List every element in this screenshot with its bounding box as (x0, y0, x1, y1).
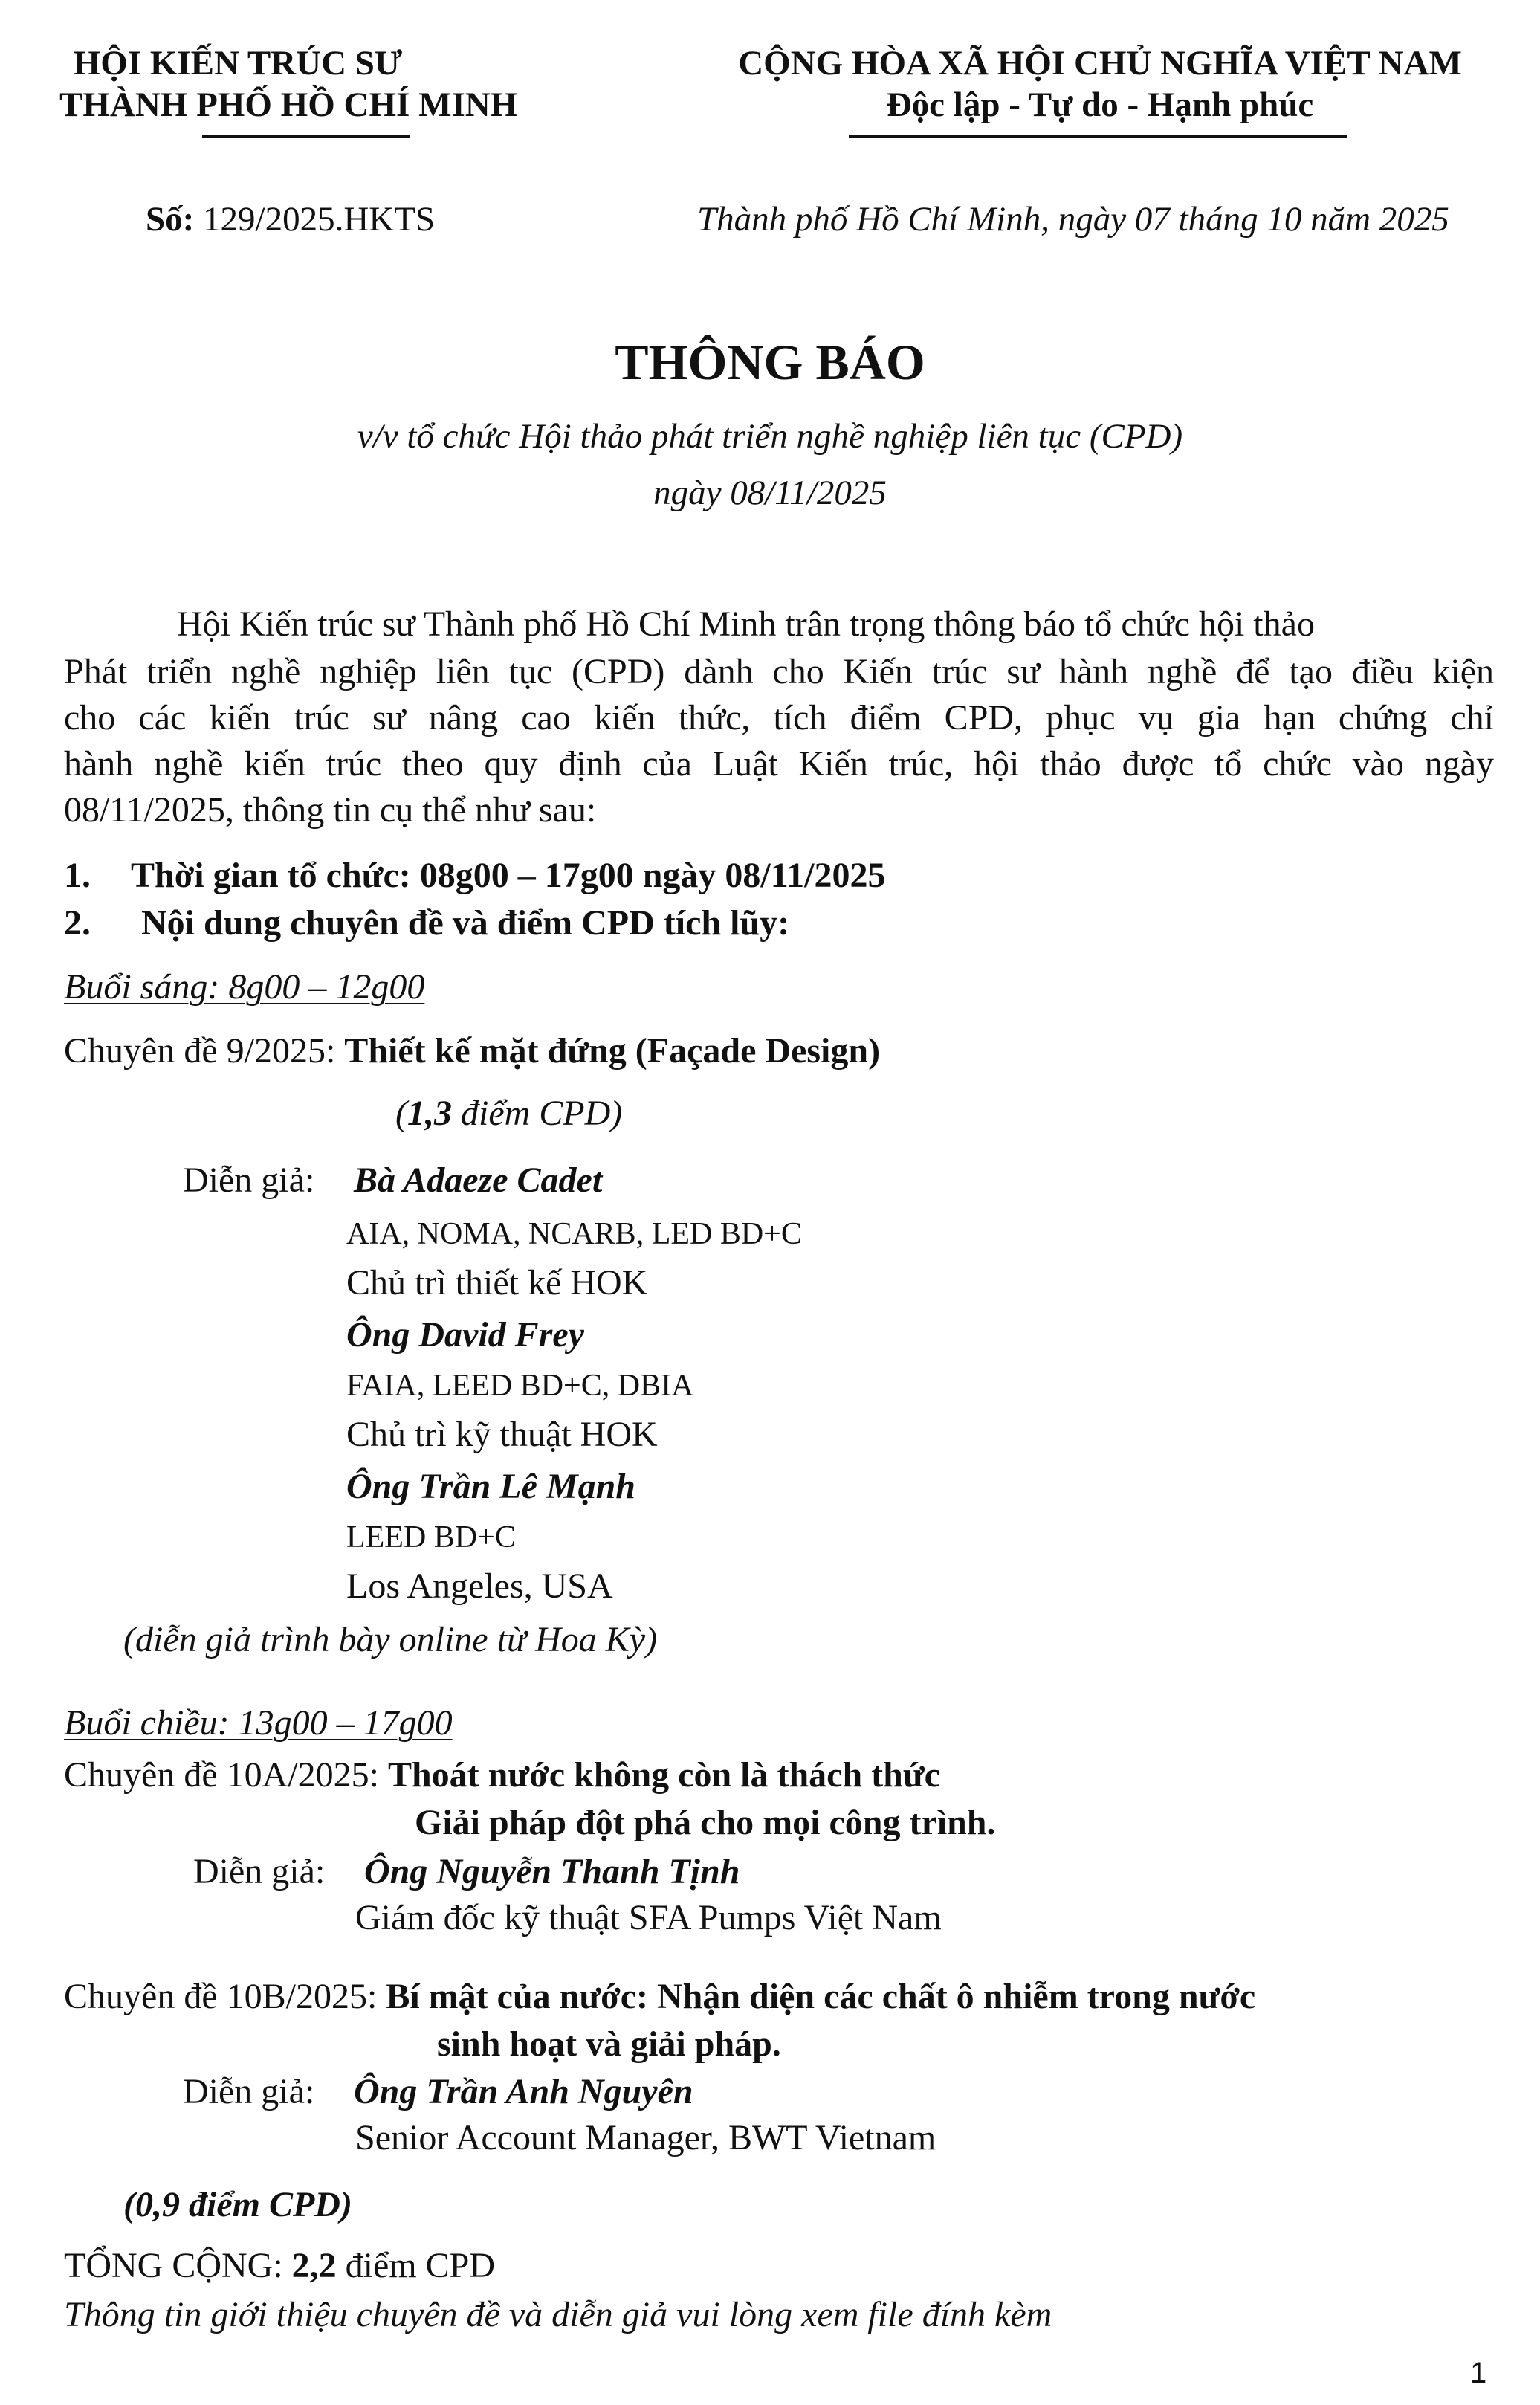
place-date: Thành phố Hồ Chí Minh, ngày 07 tháng 10 năm 2025 (697, 200, 1449, 239)
topic-10a-speaker-role: Giám đốc kỹ thuật SFA Pumps Việt Nam (355, 1898, 942, 1937)
intro-line-2: Phát triển nghề nghiệp liên tục (CPD) dành cho Kiến trúc sư hành nghề để tạo điều kiện (64, 652, 1494, 691)
morning-note: (diễn giả trình bày online từ Hoa Kỳ) (123, 1620, 658, 1659)
document-title: THÔNG BÁO (615, 334, 925, 390)
speaker-role: Chủ trì thiết kế HOK (346, 1263, 648, 1302)
afternoon-points: (0,9 điểm CPD) (123, 2185, 352, 2224)
morning-topic-title: Thiết kế mặt đứng (Façade Design) (344, 1031, 881, 1071)
total-unit: điểm CPD (336, 2246, 496, 2285)
topic-10a-title-line1: Thoát nước không còn là thách thức (387, 1755, 940, 1795)
morning-points-open: ( (395, 1094, 407, 1133)
topic-10b-title-line2: sinh hoạt và giải pháp. (437, 2024, 781, 2064)
attachment-note: Thông tin giới thiệu chuyên đề và diễn giả vui lòng xem file đính kèm (64, 2295, 1052, 2334)
morning-points-rest: điểm CPD) (451, 1094, 623, 1133)
topic-10b-label: Chuyên đề 10B/2025: (64, 1977, 386, 2016)
topic-10b-speaker-label: Diễn giả: (183, 2072, 315, 2111)
item-2-number: 2. (64, 903, 91, 943)
speaker-name: Ông David Frey (346, 1315, 584, 1355)
total-points (64, 2245, 495, 2286)
afternoon-heading: Buổi chiều: 13g00 – 17g00 (64, 1703, 453, 1743)
intro-line-1: Hội Kiến trúc sư Thành phố Hồ Chí Minh trân trọng thông báo tổ chức hội thảo (177, 604, 1315, 644)
topic-10b-title-line1: Bí mật của nước: Nhận diện các chất ô nhiễm trong nước (386, 1977, 1256, 2016)
topic-10b-speaker-name: Ông Trần Anh Nguyên (354, 2072, 693, 2111)
topic-10a-speaker-name: Ông Nguyễn Thanh Tịnh (364, 1852, 740, 1891)
speaker-name: Bà Adaeze Cadet (354, 1160, 603, 1200)
topic-10a-title-line2: Giải pháp đột phá cho mọi công trình. (415, 1803, 996, 1842)
topic-10a (64, 1754, 940, 1795)
topic-10a-speaker-label: Diễn giả: (193, 1852, 326, 1891)
org-name-line1: HỘI KIẾN TRÚC SƯ (73, 44, 403, 83)
speaker-role: Chủ trì kỹ thuật HOK (346, 1415, 658, 1454)
topic-10b (64, 1976, 1255, 2017)
speaker-name: Ông Trần Lê Mạnh (346, 1467, 635, 1506)
morning-points (395, 1093, 622, 1134)
intro-line-4: hành nghề kiến trúc theo quy định của Luật Kiến trúc, hội thảo được tổ chức vào ngày (64, 744, 1494, 784)
morning-topic (64, 1030, 880, 1071)
speaker-credentials: AIA, NOMA, NCARB, LED BD+C (346, 1217, 802, 1251)
morning-points-value: 1,3 (407, 1094, 452, 1133)
document-subject: v/v tổ chức Hội thảo phát triển nghề nghiệp liên tục (CPD) (357, 417, 1183, 456)
nation-motto: Độc lập - Tự do - Hạnh phúc (886, 85, 1314, 124)
intro-line-3: cho các kiến trúc sư nâng cao kiến thức, tích điểm CPD, phục vụ gia hạn chứng chỉ (64, 698, 1494, 737)
total-value: 2,2 (291, 2246, 337, 2285)
document-number-label: Số: (146, 200, 195, 239)
morning-speaker-label: Diễn giả: (183, 1160, 315, 1200)
intro-line-5: 08/11/2025, thông tin cụ thể như sau: (64, 790, 597, 830)
item-1-text: Thời gian tổ chức: 08g00 – 17g00 ngày 08/11/2025 (131, 856, 886, 895)
document-number (146, 199, 435, 239)
document-subject-date: ngày 08/11/2025 (653, 474, 887, 512)
nation-motto-underline (849, 135, 1347, 138)
topic-10b-speaker-role: Senior Account Manager, BWT Vietnam (355, 2118, 936, 2157)
total-label: TỔNG CỘNG: (64, 2246, 292, 2285)
nation-name: CỘNG HÒA XÃ HỘI CHỦ NGHĨA VIỆT NAM (738, 44, 1462, 83)
speaker-credentials: FAIA, LEED BD+C, DBIA (346, 1369, 694, 1403)
org-name-underline (202, 135, 410, 138)
topic-10a-label: Chuyên đề 10A/2025: (64, 1755, 388, 1795)
morning-heading: Buổi sáng: 8g00 – 12g00 (64, 967, 425, 1007)
page-number: 1 (1470, 2357, 1487, 2389)
speaker-role: Los Angeles, USA (346, 1566, 613, 1606)
speaker-credentials: LEED BD+C (346, 1520, 516, 1555)
item-1-number: 1. (64, 856, 91, 895)
item-2-text: Nội dung chuyên đề và điểm CPD tích lũy: (141, 903, 790, 943)
org-name-line2: THÀNH PHỐ HỒ CHÍ MINH (59, 85, 518, 124)
morning-topic-label: Chuyên đề 9/2025: (64, 1031, 345, 1071)
document-number-value: 129/2025.HKTS (194, 200, 436, 239)
